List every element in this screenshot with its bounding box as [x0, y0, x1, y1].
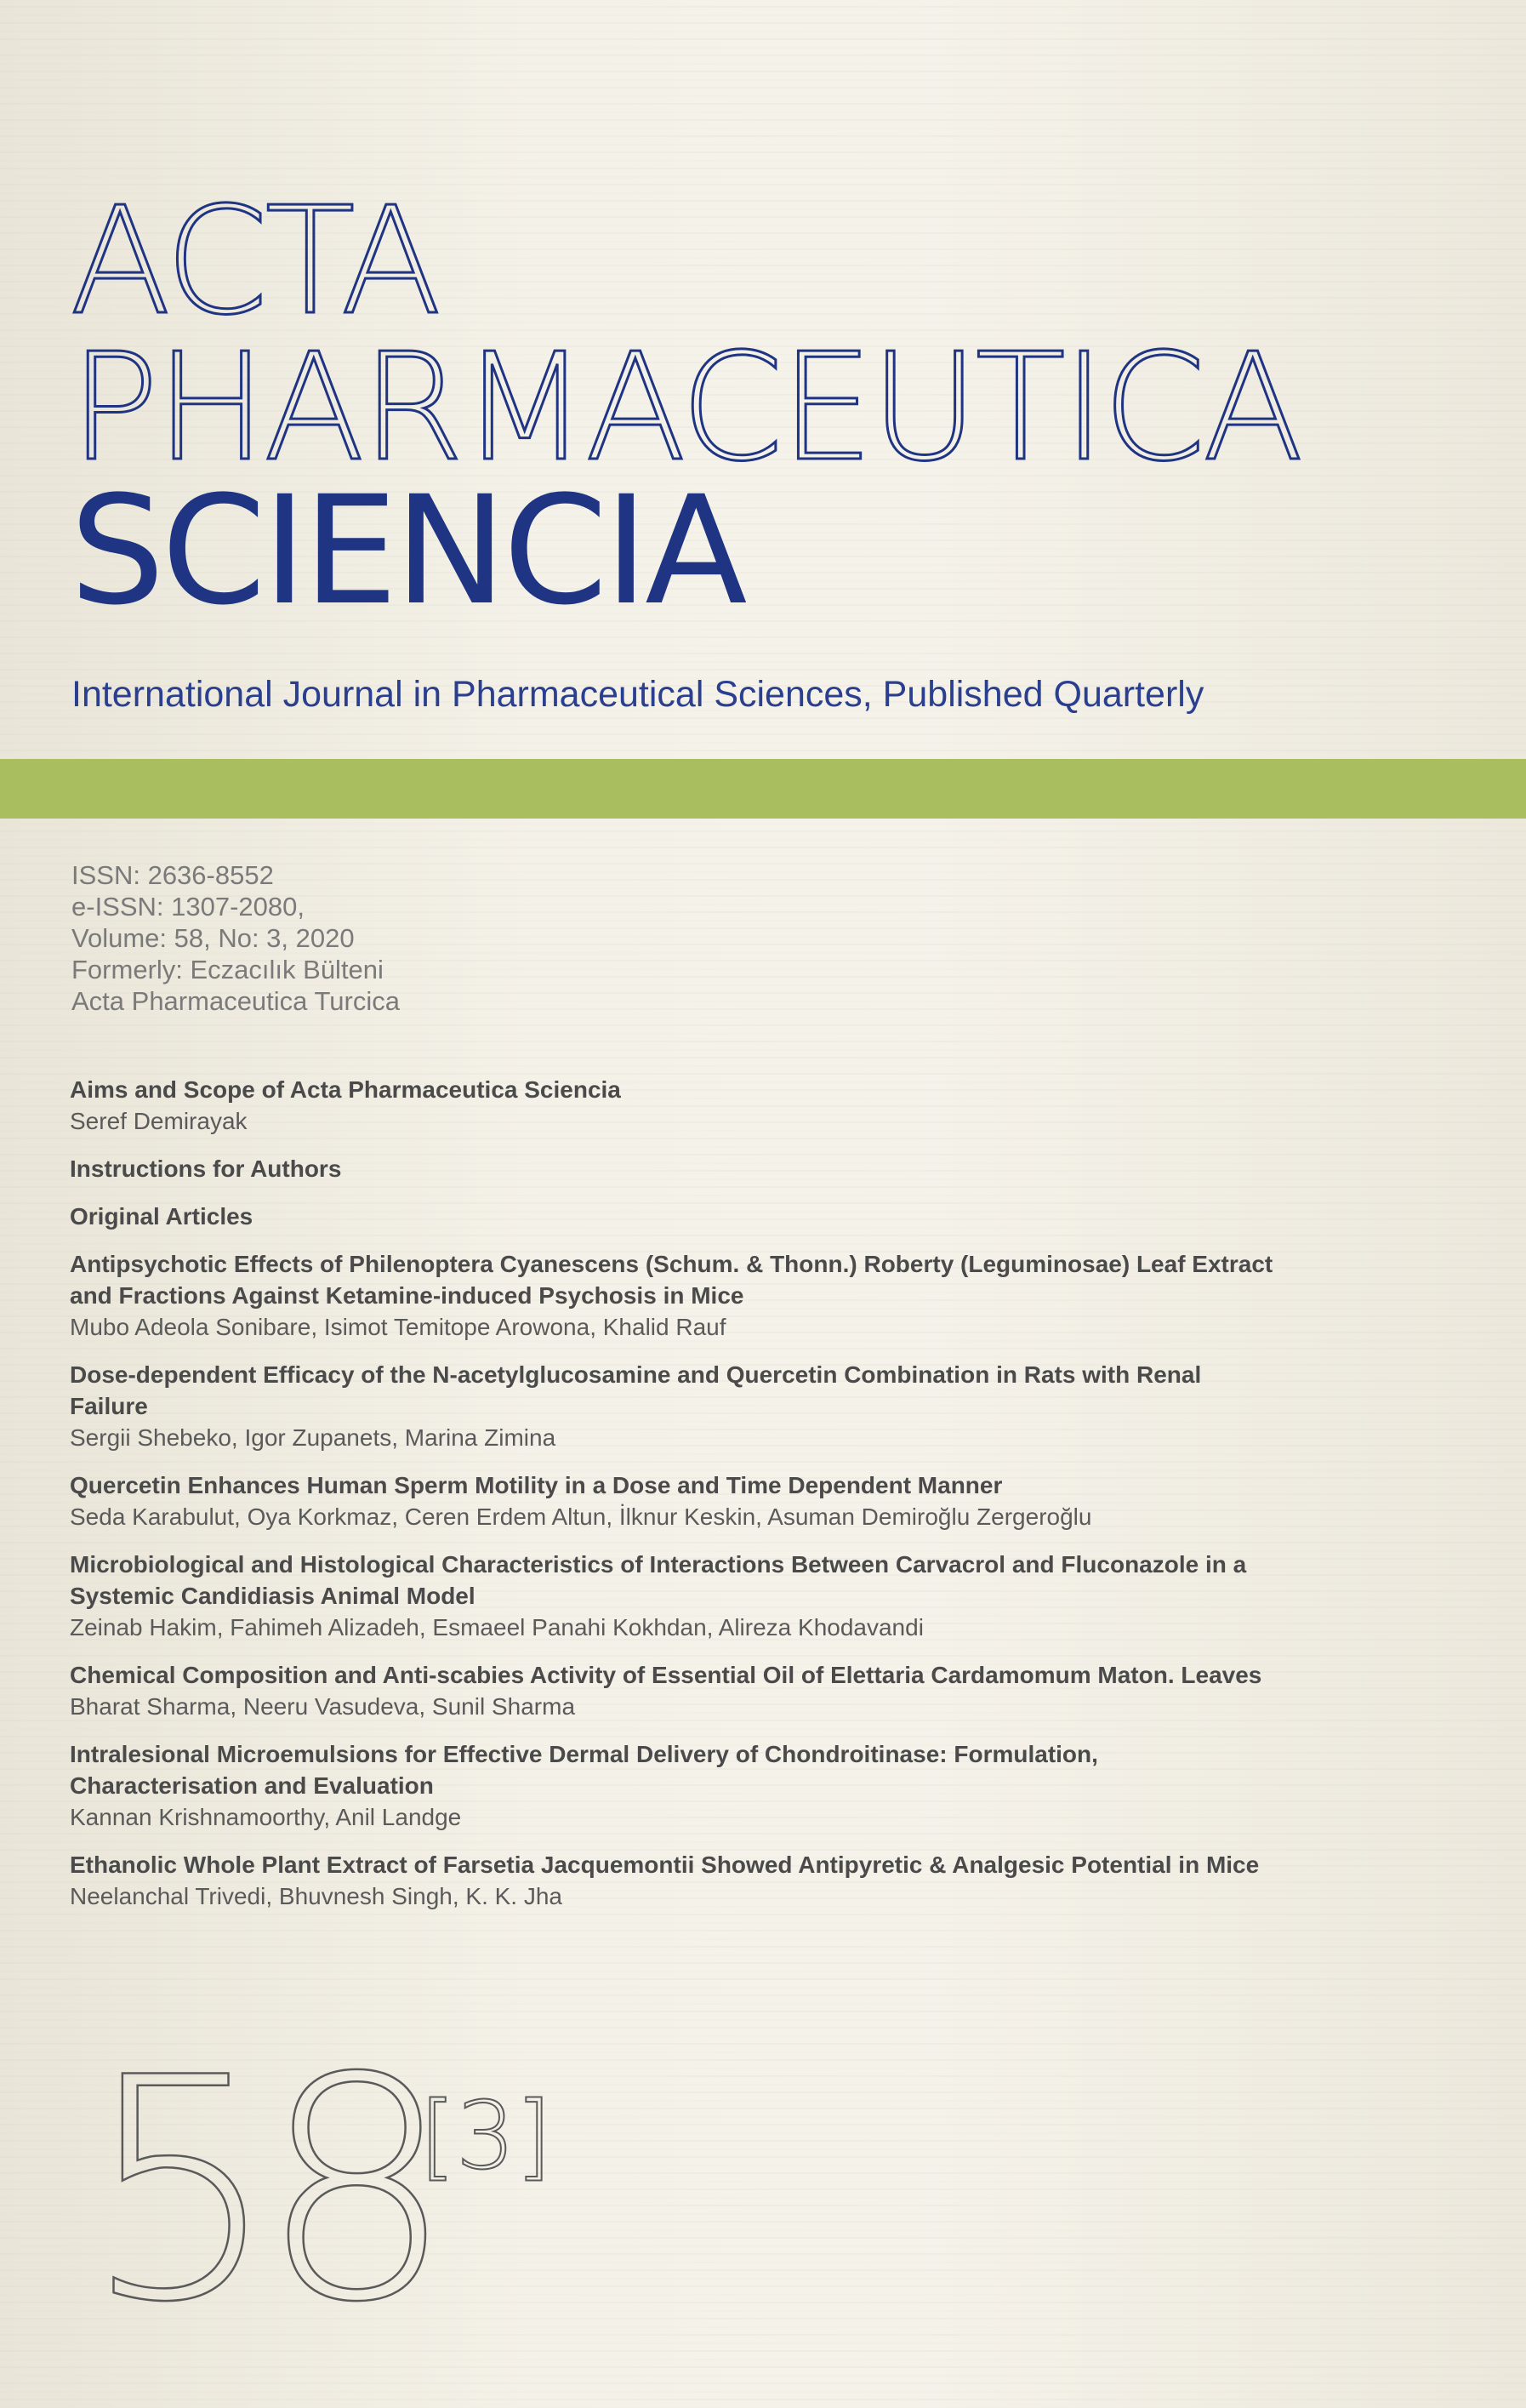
toc-entry[interactable] — [70, 1074, 1278, 1137]
journal-subtitle: International Journal in Pharmaceutical Sciences, Published Quarterly — [71, 674, 1204, 715]
formerly-line-2: Acta Pharmaceutica Turcica — [71, 986, 400, 1016]
toc-entry[interactable] — [70, 1849, 1278, 1912]
toc-title: Antipsychotic Effects of Philenoptera Cyanescens (Schum. & Thonn.) Roberty (Leguminosae) Leaf Extract and Fractions Against Ketamine-induced Psychosis in Mice — [70, 1251, 1273, 1309]
title-line-sciencia: SCIENCIA — [70, 464, 744, 638]
toc-entry[interactable] — [70, 1549, 1278, 1643]
volume-number: 58 — [83, 2012, 436, 2369]
toc-authors: Neelanchal Trivedi, Bhuvnesh Singh, K. K. Jha — [70, 1883, 563, 1909]
toc-title: Ethanolic Whole Plant Extract of Farsetia Jacquemontii Showed Antipyretic & Analgesic Potential in Mice — [70, 1852, 1260, 1878]
volume-line: Volume: 58, No: 3, 2020 — [71, 923, 355, 953]
issue-info — [71, 859, 400, 1017]
issn: ISSN: 2636-8552 — [71, 860, 274, 890]
title-line-acta: ACTA — [70, 175, 439, 348]
toc-title: Quercetin Enhances Human Sperm Motility in a Dose and Time Dependent Manner — [70, 1472, 1003, 1498]
toc-entry[interactable] — [70, 1469, 1278, 1532]
toc-title: Dose-dependent Efficacy of the N-acetylglucosamine and Quercetin Combination in Rats with Renal Failure — [70, 1361, 1202, 1419]
toc-entry[interactable] — [70, 1659, 1278, 1722]
toc-title: Instructions for Authors — [70, 1155, 342, 1182]
toc-authors: Seref Demirayak — [70, 1108, 248, 1134]
toc-title: Intralesional Microemulsions for Effective Dermal Delivery of Chondroitinase: Formulation, Characterisation and Evaluation — [70, 1741, 1098, 1799]
volume-issue-display — [83, 2012, 552, 2369]
toc-entry[interactable] — [70, 1359, 1278, 1453]
title-line-pharmaceutica: PHARMACEUTICA — [70, 322, 1301, 494]
toc-title: Aims and Scope of Acta Pharmaceutica Sciencia — [70, 1076, 621, 1103]
toc-authors: Zeinab Hakim, Fahimeh Alizadeh, Esmaeel Panahi Kokhdan, Alireza Khodavandi — [70, 1614, 924, 1641]
toc-authors: Bharat Sharma, Neeru Vasudeva, Sunil Sharma — [70, 1693, 576, 1720]
toc-authors: Mubo Adeola Sonibare, Isimot Temitope Arowona, Khalid Rauf — [70, 1314, 726, 1340]
accent-bar — [0, 759, 1526, 819]
toc-authors: Seda Karabulut, Oya Korkmaz, Ceren Erdem Altun, İlknur Keskin, Asuman Demiroğlu Zergeroğlu — [70, 1504, 1092, 1530]
issue-number: [3] — [419, 2081, 552, 2190]
toc-entry[interactable] — [70, 1153, 1278, 1184]
table-of-contents — [70, 1074, 1278, 1928]
toc-authors: Kannan Krishnamoorthy, Anil Landge — [70, 1804, 462, 1830]
toc-entry[interactable] — [70, 1738, 1278, 1833]
eissn: e-ISSN: 1307-2080, — [71, 892, 305, 922]
formerly-line-1: Formerly: Eczacılık Bülteni — [71, 955, 384, 984]
toc-title: Chemical Composition and Anti-scabies Activity of Essential Oil of Elettaria Cardamomum Maton. Leaves — [70, 1662, 1262, 1688]
toc-section-heading — [70, 1201, 1278, 1232]
toc-entry[interactable] — [70, 1248, 1278, 1343]
toc-title: Microbiological and Histological Characteristics of Interactions Between Carvacrol and Fluconazole in a Systemic Candidiasis Animal Model — [70, 1551, 1247, 1609]
toc-title: Original Articles — [70, 1203, 253, 1230]
journal-title — [70, 175, 1301, 638]
toc-authors: Sergii Shebeko, Igor Zupanets, Marina Zimina — [70, 1424, 556, 1451]
